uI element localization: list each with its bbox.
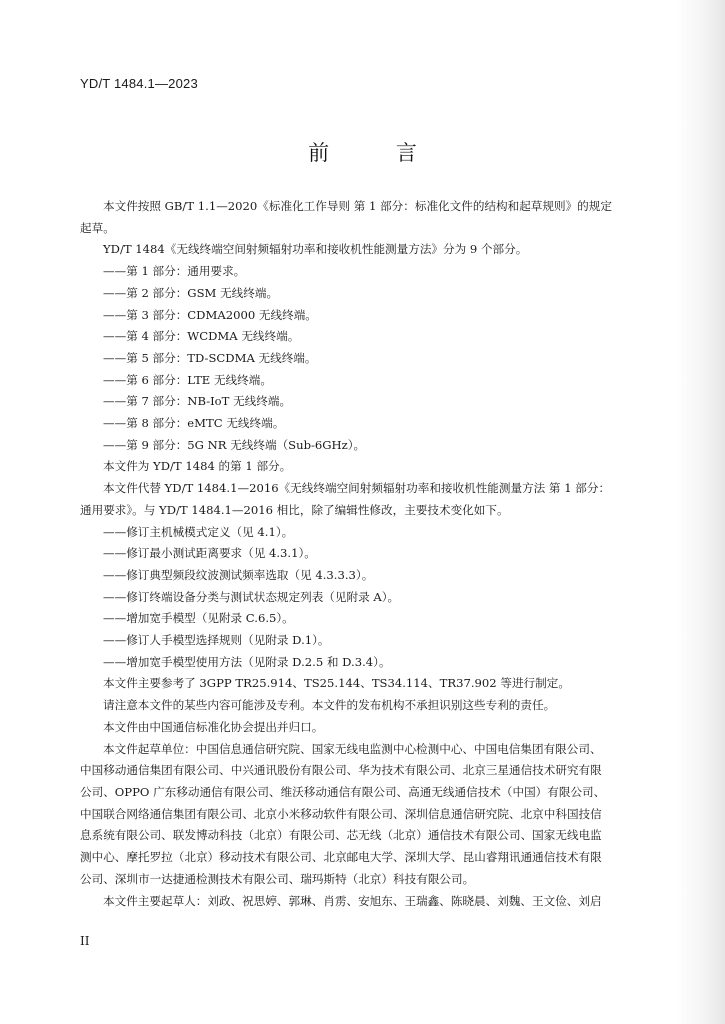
paragraph: 本文件主要起草人：刘政、祝思婷、郭琳、肖雳、安旭东、王瑞鑫、陈晓晨、刘魏、王文俭、刘启 bbox=[103, 893, 602, 908]
paragraph: 本文件主要参考了 3GPP TR25.914、TS25.144、TS34.114、TR37.902 等进行制定。 bbox=[103, 676, 570, 691]
list-item: ——第 9 部分：5G NR 无线终端（Sub-6GHz）。 bbox=[103, 437, 366, 452]
paragraph-line: 中国移动通信集团有限公司、中兴通讯股份有限公司、华为技术有限公司、北京三星通信技术研究有限 bbox=[80, 763, 602, 778]
list-item: ——第 3 部分：CDMA2000 无线终端。 bbox=[103, 307, 317, 322]
list-item: ——第 5 部分：TD-SCDMA 无线终端。 bbox=[103, 350, 317, 365]
list-item: ——增加宽手模型（见附录 C.6.5）。 bbox=[103, 611, 294, 626]
paragraph-line: 测中心、摩托罗拉（北京）移动技术有限公司、北京邮电大学、深圳大学、昆山睿翔讯通通信技术有限 bbox=[80, 850, 602, 865]
document-body bbox=[80, 196, 652, 912]
paragraph-line: 本文件起草单位：中国信息通信研究院、国家无线电监测中心检测中心、中国电信集团有限公司、 bbox=[103, 741, 602, 756]
list-item: ——第 1 部分：通用要求。 bbox=[103, 264, 246, 279]
paragraph-line: 息系统有限公司、联发博动科技（北京）有限公司、芯无线（北京）通信技术有限公司、国家无线电监 bbox=[80, 828, 602, 843]
paragraph: 本文件为 YD/T 1484 的第 1 部分。 bbox=[103, 459, 292, 474]
list-item: ——修订典型频段纹波测试频率选取（见 4.3.3.3）。 bbox=[103, 567, 374, 582]
list-item: ——修订终端设备分类与测试状态规定列表（见附录 A）。 bbox=[103, 589, 400, 604]
list-item: ——第 8 部分：eMTC 无线终端。 bbox=[103, 416, 285, 431]
section-title: 前 言 bbox=[308, 141, 447, 165]
list-item: ——第 7 部分：NB-IoT 无线终端。 bbox=[103, 394, 292, 409]
paragraph-line: 本文件按照 GB/T 1.1—2020《标准化工作导则 第 1 部分：标准化文件的结构和起草规则》的规定 bbox=[103, 199, 612, 213]
paragraph-line: 通用要求》。与 YD/T 1484.1—2016 相比，除了编辑性修改，主要技术变化如下。 bbox=[80, 502, 509, 517]
list-item: ——修订人手模型选择规则（见附录 D.1）。 bbox=[103, 633, 330, 648]
paragraph: 请注意本文件的某些内容可能涉及专利。本文件的发布机构不承担识别这些专利的责任。 bbox=[103, 698, 556, 713]
paragraph-line: 公司、深圳市一达捷通检测技术有限公司、瑞玛斯特（北京）科技有限公司。 bbox=[80, 871, 475, 886]
paragraph: YD/T 1484《无线终端空间射频辐射功率和接收机性能测量方法》分为 9 个部分。 bbox=[103, 242, 528, 257]
paragraph-line: 中国联合网络通信集团有限公司、北京小米移动软件有限公司、深圳信息通信研究院、北京中科国技信 bbox=[80, 806, 602, 821]
document-code: YD/T 1484.1—2023 bbox=[80, 76, 198, 91]
list-item: ——第 4 部分：WCDMA 无线终端。 bbox=[103, 329, 300, 344]
paragraph-line: 公司、OPPO 广东移动通信有限公司、维沃移动通信有限公司、高通无线通信技术（中国）有限公司、 bbox=[80, 784, 606, 799]
list-item: ——第 2 部分：GSM 无线终端。 bbox=[103, 285, 279, 300]
paragraph-line: 起草。 bbox=[80, 220, 115, 235]
list-item: ——增加宽手模型使用方法（见附录 D.2.5 和 D.3.4）。 bbox=[103, 654, 391, 669]
list-item: ——修订最小测试距离要求（见 4.3.1）。 bbox=[103, 546, 316, 561]
page-number: II bbox=[80, 934, 90, 948]
paragraph: 本文件由中国通信标准化协会提出并归口。 bbox=[103, 719, 324, 734]
paragraph-line: 本文件代替 YD/T 1484.1—2016《无线终端空间射频辐射功率和接收机性能测量方法 第 1 部分： bbox=[103, 481, 611, 496]
list-item: ——第 6 部分：LTE 无线终端。 bbox=[103, 372, 272, 387]
list-item: ——修订主机械模式定义（见 4.1）。 bbox=[103, 524, 294, 539]
